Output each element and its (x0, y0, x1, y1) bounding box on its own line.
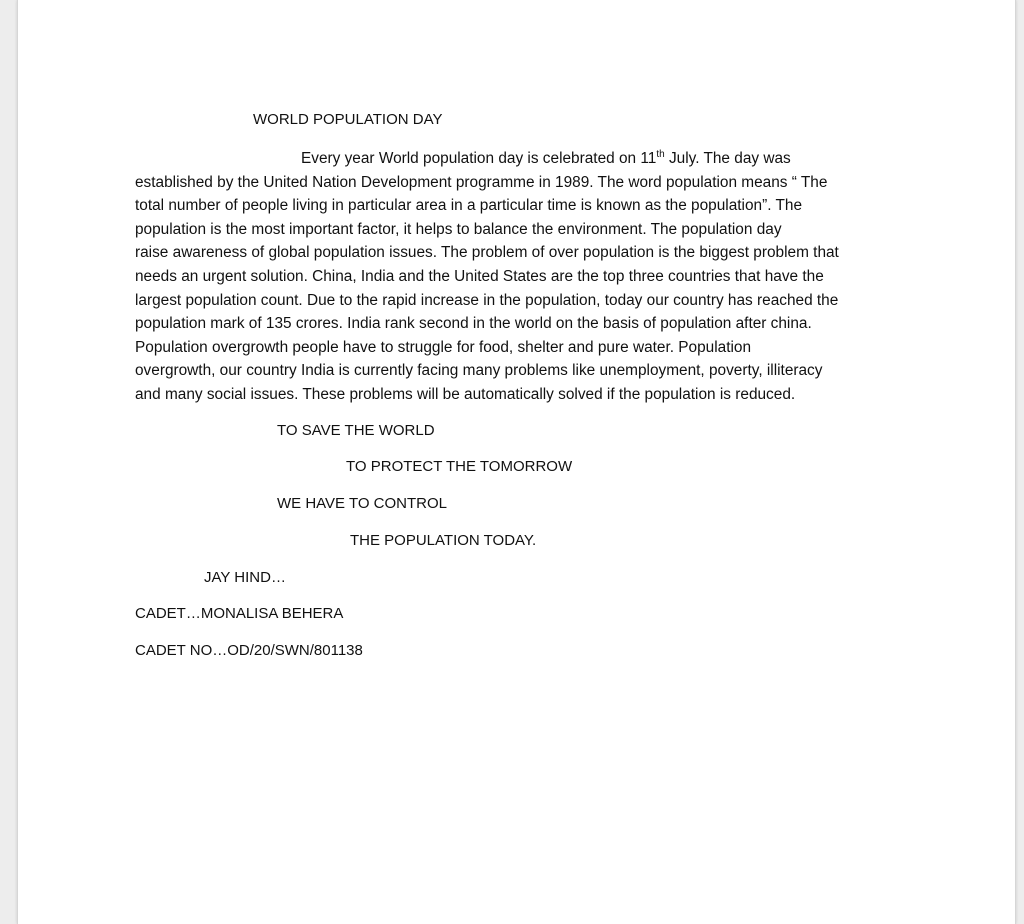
document-title: WORLD POPULATION DAY (253, 111, 443, 128)
slogan-line-4: THE POPULATION TODAY. (350, 532, 537, 549)
document-page (17, 0, 1016, 924)
body-line: needs an urgent solution. China, India and the United States are the top three countries that have the (135, 267, 824, 285)
body-line: total number of people living in particular area in a particular time is known as the population”. The (135, 197, 803, 215)
body-line: raise awareness of global population issues. The problem of over population is the biggest problem that (135, 244, 839, 262)
ordinal-superscript: th (656, 148, 665, 160)
body-line-1-end: July. The day was (664, 150, 791, 167)
body-line: overgrowth, our country India is currently facing many problems like unemployment, poverty, illiteracy (135, 362, 823, 380)
body-line-1 (135, 147, 905, 171)
slogan-line-2: TO PROTECT THE TOMORROW (346, 458, 573, 475)
slogan-line-3: WE HAVE TO CONTROL (277, 495, 448, 512)
body-line: established by the United Nation Development programme in 1989. The word population means “ The (135, 173, 828, 191)
body-line: and many social issues. These problems will be automatically solved if the population is reduced. (135, 385, 796, 403)
cadet-number: CADET NO…OD/20/SWN/801138 (135, 642, 363, 659)
body-paragraph (135, 147, 905, 407)
slogan-line-1: TO SAVE THE WORLD (277, 422, 435, 439)
body-line: Population overgrowth people have to struggle for food, shelter and pure water. Population (135, 338, 752, 356)
closing-salutation: JAY HIND… (204, 569, 286, 586)
body-line: largest population count. Due to the rapid increase in the population, today our country has reached the (135, 291, 839, 309)
body-line: population is the most important factor, it helps to balance the environment. The population day (135, 220, 782, 238)
body-line-1-start: Every year World population day is celebrated on 11 (301, 150, 657, 167)
cadet-name: CADET…MONALISA BEHERA (135, 605, 344, 622)
body-line: population mark of 135 crores. India rank second in the world on the basis of population after china. (135, 315, 812, 333)
